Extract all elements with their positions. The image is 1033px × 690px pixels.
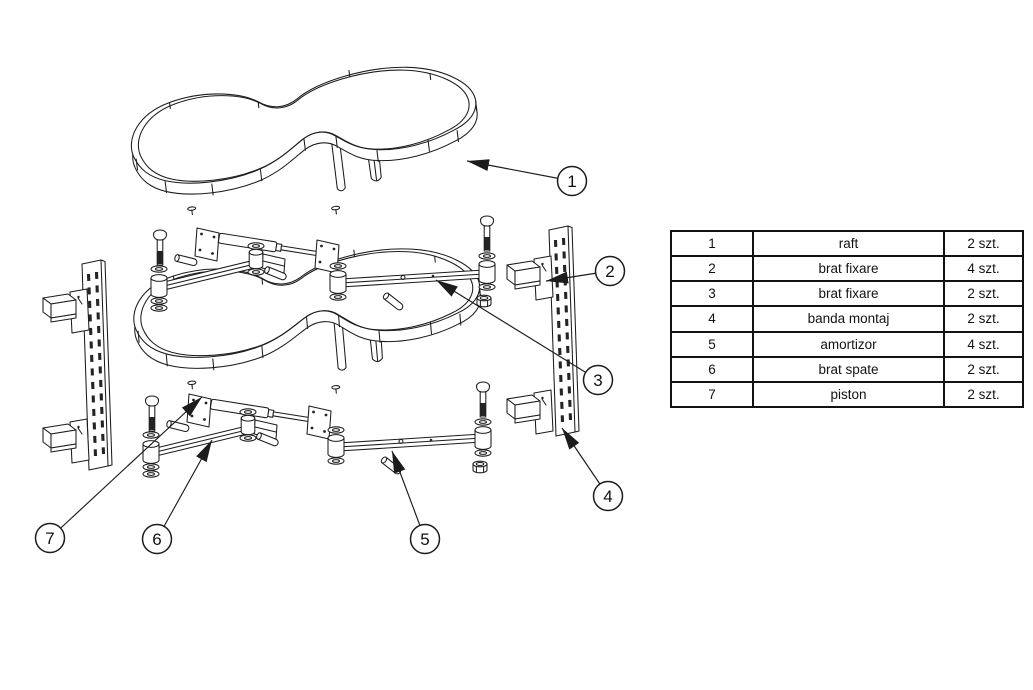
arm-piston-bottom-left — [143, 394, 331, 477]
callout-5 — [392, 451, 440, 554]
arm-bottom-right — [328, 427, 482, 475]
part-name: banda montaj — [753, 306, 944, 331]
table-row — [671, 306, 1023, 331]
part-number: 2 — [671, 256, 753, 281]
mounting-rail-left — [43, 260, 112, 470]
part-name: brat fixare — [753, 256, 944, 281]
part-number: 3 — [671, 281, 753, 306]
part-name: amortizor — [753, 332, 944, 357]
table-row — [671, 382, 1023, 407]
part-qty: 2 szt. — [944, 306, 1023, 331]
table-row — [671, 357, 1023, 382]
fastener-stack-bottom-right — [473, 382, 491, 473]
table-row — [671, 332, 1023, 357]
callout-2-number: 2 — [605, 262, 615, 281]
table-row — [671, 231, 1023, 256]
part-qty: 2 szt. — [944, 382, 1023, 407]
part-qty: 2 szt. — [944, 357, 1023, 382]
part-name: piston — [753, 382, 944, 407]
part-qty: 2 szt. — [944, 281, 1023, 306]
callout-4-number: 4 — [603, 487, 613, 506]
part-number: 1 — [671, 231, 753, 256]
table-row — [671, 256, 1023, 281]
callout-5-number: 5 — [420, 530, 430, 549]
part-number: 6 — [671, 357, 753, 382]
part-number: 4 — [671, 306, 753, 331]
callout-1-number: 1 — [567, 172, 577, 191]
callout-7-number: 7 — [45, 529, 55, 548]
part-qty: 4 szt. — [944, 256, 1023, 281]
part-name: brat spate — [753, 357, 944, 382]
shelf-middle — [129, 240, 487, 411]
part-name: raft — [753, 231, 944, 256]
callout-6-number: 6 — [152, 530, 162, 549]
table-row — [671, 281, 1023, 306]
callout-4 — [562, 428, 623, 511]
callout-1 — [467, 161, 587, 196]
shelf-top — [125, 56, 487, 238]
part-qty: 2 szt. — [944, 231, 1023, 256]
bracket-left-top — [43, 289, 89, 333]
part-name: brat fixare — [753, 281, 944, 306]
bracket-right-bottom — [507, 390, 553, 434]
callout-3-number: 3 — [593, 371, 603, 390]
part-number: 5 — [671, 332, 753, 357]
bracket-right-top — [507, 256, 553, 300]
parts-table — [670, 230, 1024, 408]
part-number: 7 — [671, 382, 753, 407]
bracket-left-bottom — [43, 419, 89, 463]
part-qty: 4 szt. — [944, 332, 1023, 357]
callout-7 — [36, 397, 203, 553]
